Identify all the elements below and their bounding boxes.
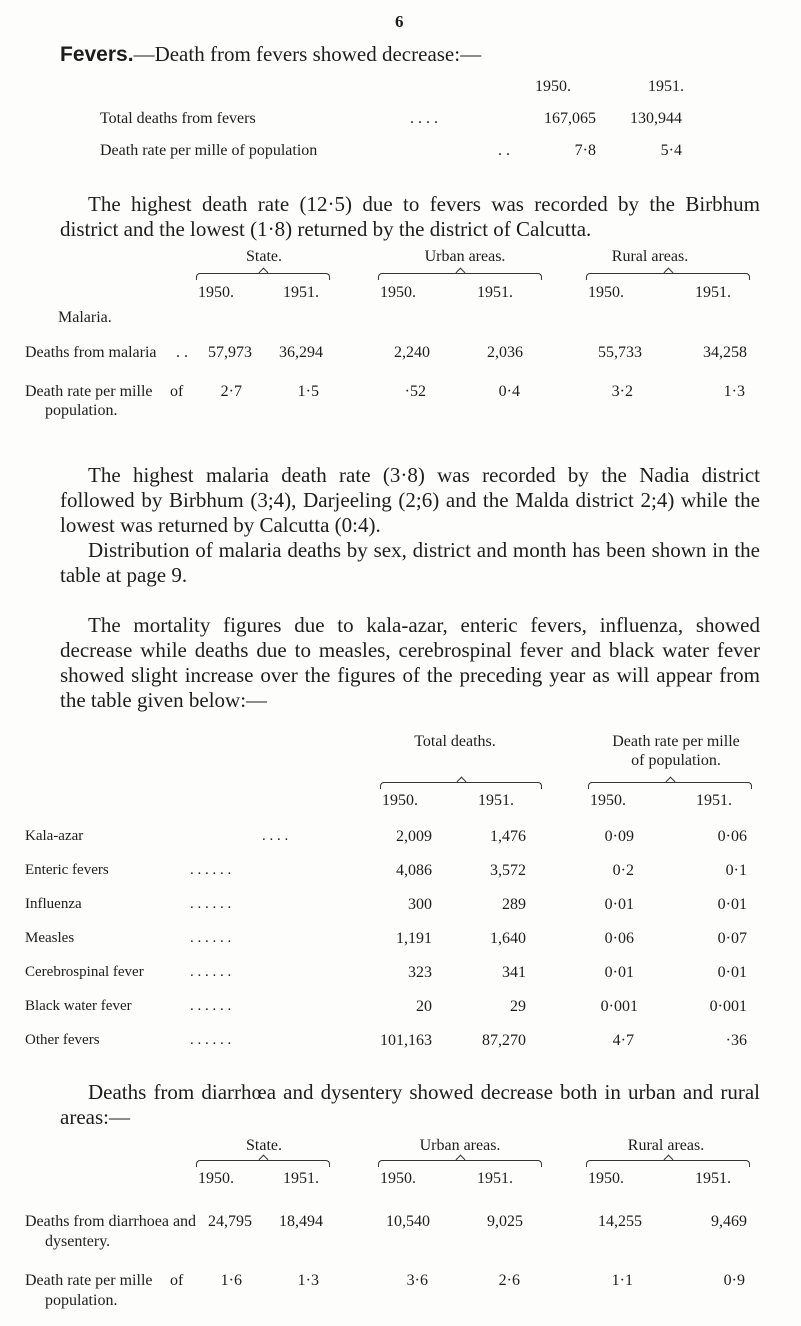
diseases-row-total-1951: 29 <box>510 998 526 1015</box>
diseases-group-rate-1: Death rate per mille <box>612 733 740 750</box>
diseases-row-rate-1950: 0·09 <box>604 828 634 845</box>
diarrhoea-row2-label-of: of <box>170 1272 184 1289</box>
diarrhoea-urban-1951: 1951. <box>477 1170 513 1187</box>
fevers-row-total-dots: . . . . <box>410 110 438 127</box>
diarrhoea-rural-1950: 1950. <box>588 1170 624 1187</box>
malaria-paragraph-2 <box>60 538 760 588</box>
diarrhoea-row2-label-b: population. <box>45 1292 118 1309</box>
diarrhoea-row1-rural-1950: 14,255 <box>598 1213 642 1230</box>
diseases-row-label: Enteric fevers <box>25 862 109 878</box>
diarrhoea-row1-state-1950: 24,795 <box>208 1213 252 1230</box>
diarrhoea-group-urban: Urban areas. <box>419 1137 501 1154</box>
fevers-row-total-1950: 167,065 <box>544 110 596 127</box>
fevers-row-total-1951: 130,944 <box>630 110 682 127</box>
malaria-row2-rural-1950: 3·2 <box>611 383 633 400</box>
malaria-rural-1950: 1950. <box>588 284 624 301</box>
diarrhoea-row2-urban-1950: 3·6 <box>406 1272 428 1289</box>
diseases-row-dots: . . . . . . <box>190 998 232 1014</box>
diseases-row-label: Kala-azar <box>25 828 84 844</box>
diarrhoea-group-rural: Rural areas. <box>627 1137 705 1154</box>
fevers-paragraph-text: The highest death rate (12·5) due to fevers was recorded by the Birbhum district and the lowest (1·8) returned by the district of Calcutta. <box>60 192 760 241</box>
diseases-row-total-1950: 20 <box>416 998 432 1015</box>
diarrhoea-row2-rural-1950: 1·1 <box>611 1272 633 1289</box>
malaria-rural-brace <box>586 273 750 280</box>
fevers-row-rate-dots: . . <box>498 142 510 159</box>
diseases-total-brace <box>380 782 542 789</box>
malaria-urban-1951: 1951. <box>477 284 513 301</box>
malaria-paragraph-1-text: The highest malaria death rate (3·8) was recorded by the Nadia district followed by Birbhum (3;4), Darjeeling (2;6) and the Malda district 2;4) while the lowest was returned by Calcutta (0:4). <box>60 463 760 537</box>
diarrhoea-row1-rural-1951: 9,469 <box>711 1213 747 1230</box>
malaria-row1-rural-1950: 55,733 <box>598 344 642 361</box>
malaria-state-1950: 1950. <box>198 284 234 301</box>
fevers-col-1951: 1951. <box>648 78 684 95</box>
diseases-row-dots: . . . . . . <box>190 862 232 878</box>
diseases-row-rate-1951: 0·06 <box>717 828 747 845</box>
diarrhoea-state-1951: 1951. <box>283 1170 319 1187</box>
fevers-paragraph <box>60 192 760 242</box>
diseases-row-dots: . . . . . . <box>190 964 232 980</box>
diseases-row-rate-1951: 0·01 <box>717 964 747 981</box>
diarrhoea-row1-urban-1951: 9,025 <box>487 1213 523 1230</box>
malaria-row1-label: Deaths from malaria <box>25 344 157 361</box>
diseases-row-rate-1951: 0·07 <box>717 930 747 947</box>
diseases-row-rate-1950: 0·2 <box>612 862 634 879</box>
malaria-row2-state-1951: 1·5 <box>297 383 319 400</box>
diarrhoea-row1-urban-1950: 10,540 <box>386 1213 430 1230</box>
malaria-row2-rural-1951: 1·3 <box>723 383 745 400</box>
diarrhoea-row2-state-1950: 1·6 <box>220 1272 242 1289</box>
diseases-rate-brace <box>588 782 752 789</box>
malaria-urban-1950: 1950. <box>380 284 416 301</box>
malaria-row1-state-1950: 57,973 <box>208 344 252 361</box>
diseases-row-total-1951: 341 <box>502 964 526 981</box>
fevers-row-rate-1951: 5·4 <box>660 142 682 159</box>
malaria-state-brace <box>196 273 330 280</box>
diseases-row-total-1951: 1,476 <box>490 828 526 845</box>
fevers-heading-line <box>60 42 481 67</box>
fevers-col-1950: 1950. <box>535 78 571 95</box>
diseases-row-dots: . . . . . . <box>190 896 232 912</box>
diseases-rate-1951: 1951. <box>696 792 732 809</box>
fevers-row-total-label: Total deaths from fevers <box>100 110 256 127</box>
malaria-row2-urban-1950: ·52 <box>404 383 426 400</box>
malaria-rural-1951: 1951. <box>695 284 731 301</box>
diseases-row-dots: . . . . <box>262 828 289 844</box>
malaria-state-1951: 1951. <box>283 284 319 301</box>
malaria-row2-urban-1951: 0·4 <box>498 383 520 400</box>
diseases-row-rate-1950: 4·7 <box>612 1032 634 1049</box>
diarrhoea-urban-1950: 1950. <box>380 1170 416 1187</box>
diseases-total-1951: 1951. <box>478 792 514 809</box>
diarrhoea-rural-brace <box>586 1160 750 1167</box>
malaria-row1-rural-1951: 34,258 <box>703 344 747 361</box>
diseases-row-total-1951: 289 <box>502 896 526 913</box>
malaria-row1-urban-1950: 2,240 <box>394 344 430 361</box>
diseases-row-label: Cerebrospinal fever <box>25 964 144 980</box>
diarrhoea-urban-brace <box>378 1160 542 1167</box>
diseases-row-label: Other fevers <box>25 1032 100 1048</box>
diseases-row-total-1951: 3,572 <box>490 862 526 879</box>
diarrhoea-row1-state-1951: 18,494 <box>279 1213 323 1230</box>
fevers-intro: —Death from fevers showed decrease:— <box>133 42 482 66</box>
diseases-row-rate-1951: ·36 <box>725 1032 747 1049</box>
diseases-row-label: Measles <box>25 930 75 946</box>
diseases-group-total: Total deaths. <box>414 733 496 750</box>
diarrhoea-row1-label-a: Deaths from diarrhoea and <box>25 1213 197 1230</box>
diseases-row-rate-1950: 0·06 <box>604 930 634 947</box>
diseases-row-total-1950: 2,009 <box>396 828 432 845</box>
diseases-rate-1950: 1950. <box>590 792 626 809</box>
diseases-group-rate-2: of population. <box>631 752 721 769</box>
diarrhoea-rural-1951: 1951. <box>695 1170 731 1187</box>
diseases-row-total-1951: 87,270 <box>482 1032 526 1049</box>
diseases-row-rate-1951: 0·01 <box>717 896 747 913</box>
malaria-urban-brace <box>378 273 542 280</box>
diarrhoea-row1-label-b: dysentery. <box>45 1233 111 1250</box>
diseases-row-total-1950: 4,086 <box>396 862 432 879</box>
malaria-row1-state-1951: 36,294 <box>279 344 323 361</box>
malaria-row2-label-b: population. <box>45 402 118 419</box>
diarrhoea-paragraph-text: Deaths from diarrhœa and dysentery showed decrease both in urban and rural areas:— <box>60 1080 760 1129</box>
malaria-paragraph-3 <box>60 613 760 713</box>
diseases-row-total-1950: 1,191 <box>396 930 432 947</box>
malaria-row2-label-of: of <box>170 383 184 400</box>
diarrhoea-row2-rural-1951: 0·9 <box>723 1272 745 1289</box>
malaria-group-state: State. <box>246 248 282 265</box>
diseases-row-rate-1950: 0·01 <box>604 896 634 913</box>
malaria-row2-label: Death rate per mille <box>25 383 153 400</box>
diarrhoea-row2-state-1951: 1·3 <box>297 1272 319 1289</box>
diarrhoea-state-1950: 1950. <box>198 1170 234 1187</box>
diarrhoea-row2-urban-1951: 2·6 <box>498 1272 520 1289</box>
malaria-group-urban: Urban areas. <box>424 248 506 265</box>
diseases-row-total-1950: 323 <box>408 964 432 981</box>
fevers-row-rate-1950: 7·8 <box>574 142 596 159</box>
malaria-group-rural: Rural areas. <box>611 248 689 265</box>
diseases-row-total-1950: 300 <box>408 896 432 913</box>
diarrhoea-paragraph <box>60 1080 760 1130</box>
malaria-paragraph-3-text: The mortality figures due to kala-azar, enteric fevers, influenza, showed decrease while deaths due to measles, cerebrospinal fever and black water fever showed slight increase over the figures of the preceding year as will appear from the table given below:— <box>60 613 760 712</box>
fevers-heading: Fevers. <box>60 43 134 66</box>
fevers-row-rate-label: Death rate per mille of population <box>100 142 318 159</box>
diseases-row-total-1950: 101,163 <box>380 1032 432 1049</box>
diseases-row-total-1951: 1,640 <box>490 930 526 947</box>
diseases-row-rate-1950: 0·001 <box>600 998 638 1015</box>
malaria-row2-state-1950: 2·7 <box>220 383 242 400</box>
diseases-row-dots: . . . . . . <box>190 1032 232 1048</box>
diseases-row-rate-1950: 0·01 <box>604 964 634 981</box>
diseases-row-label: Black water fever <box>25 998 132 1014</box>
diseases-row-dots: . . . . . . <box>190 930 232 946</box>
malaria-paragraph-1 <box>60 463 760 538</box>
malaria-row1-dots: . . <box>176 344 188 361</box>
diarrhoea-group-state: State. <box>246 1137 282 1154</box>
diseases-row-label: Influenza <box>25 896 82 912</box>
diseases-row-rate-1951: 0·001 <box>709 998 747 1015</box>
diarrhoea-state-brace <box>196 1160 330 1167</box>
malaria-label: Malaria. <box>58 309 112 326</box>
page-number: 6 <box>395 12 404 31</box>
diseases-row-rate-1951: 0·1 <box>725 862 747 879</box>
diseases-total-1950: 1950. <box>382 792 418 809</box>
malaria-paragraph-2-text: Distribution of malaria deaths by sex, district and month has been shown in the table at page 9. <box>60 538 760 587</box>
diarrhoea-row2-label-a: Death rate per mille <box>25 1272 153 1289</box>
malaria-row1-urban-1951: 2,036 <box>487 344 523 361</box>
